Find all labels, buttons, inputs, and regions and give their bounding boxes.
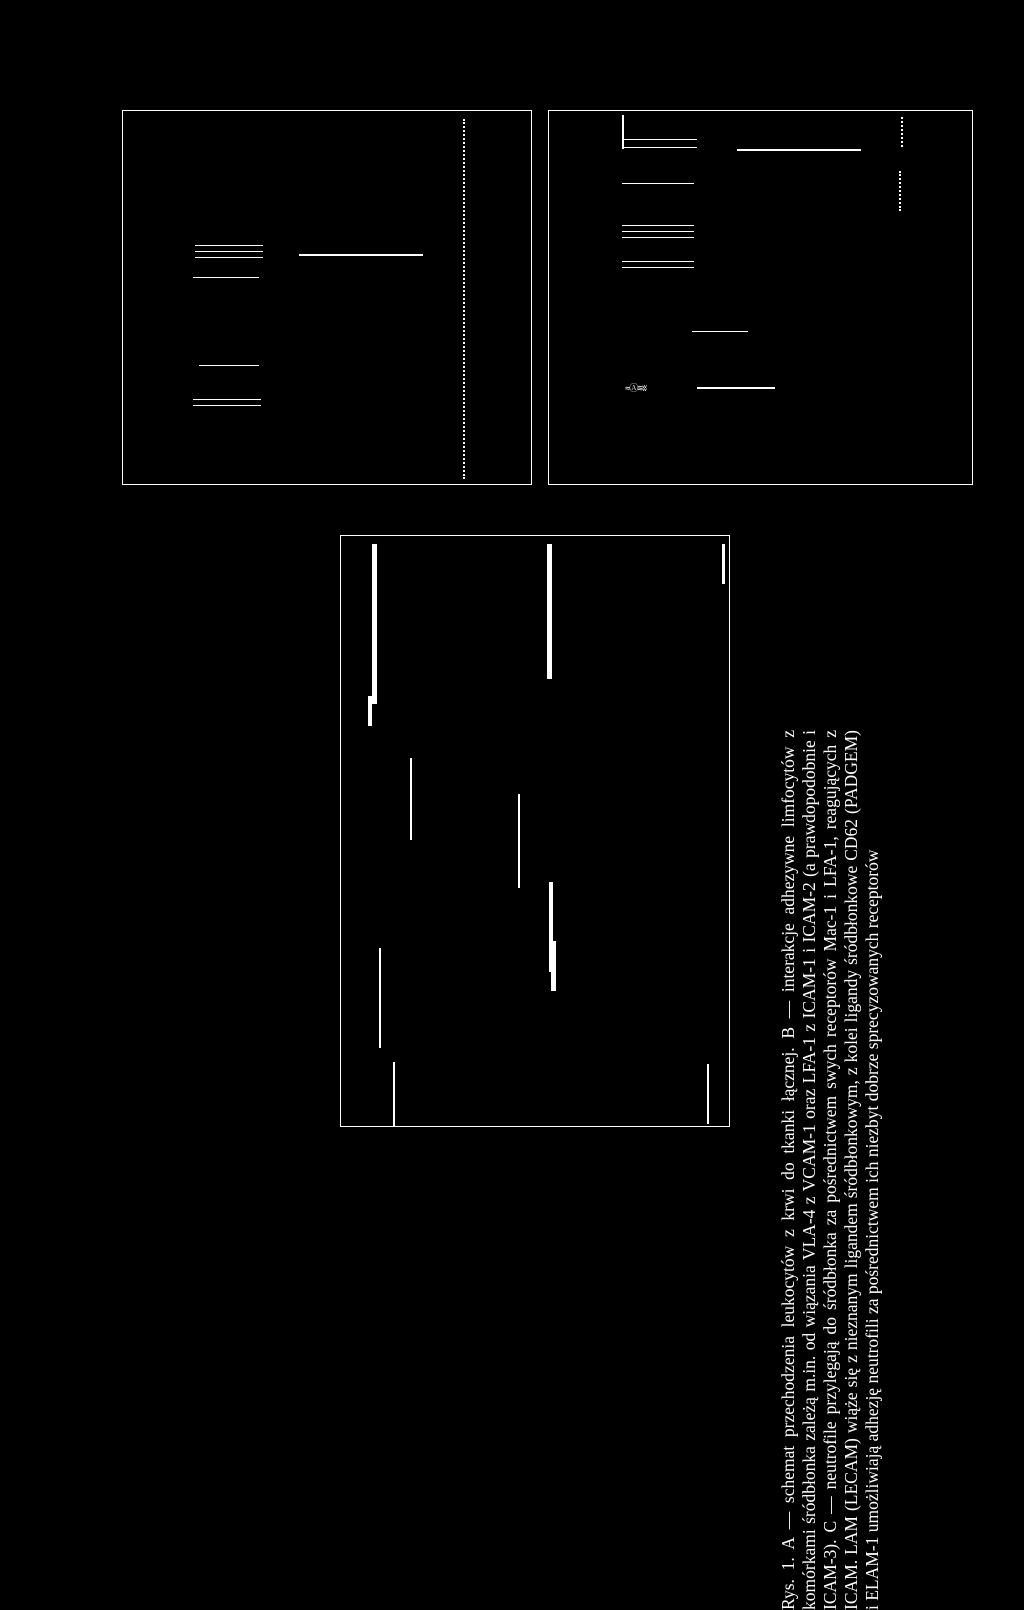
diagram-line bbox=[193, 277, 259, 278]
diagram-line bbox=[518, 794, 520, 888]
diagram-line bbox=[299, 254, 423, 256]
diagram-line bbox=[195, 251, 263, 252]
dotted-boundary-line bbox=[899, 171, 901, 211]
diagram-line bbox=[622, 115, 624, 149]
diagram-line bbox=[551, 941, 556, 991]
diagram-line bbox=[195, 245, 263, 246]
dotted-boundary-line bbox=[901, 117, 903, 147]
diagram-line bbox=[622, 139, 697, 140]
diagram-line bbox=[393, 1062, 395, 1126]
diagram-line bbox=[692, 331, 748, 332]
diagram-line bbox=[737, 149, 861, 151]
figure-panel-b bbox=[548, 110, 973, 485]
diagram-line bbox=[193, 399, 261, 400]
diagram-line bbox=[622, 267, 694, 268]
diagram-line bbox=[697, 387, 775, 389]
diagram-line bbox=[622, 231, 694, 232]
figure-artifact: ≈Ⓐ≋ʬ bbox=[625, 384, 647, 394]
figure-panel-c bbox=[340, 535, 730, 1127]
diagram-line bbox=[622, 225, 694, 226]
diagram-line bbox=[547, 544, 552, 679]
diagram-line bbox=[368, 696, 372, 726]
diagram-line bbox=[622, 183, 694, 184]
diagram-line bbox=[622, 147, 697, 148]
diagram-line bbox=[199, 365, 259, 366]
diagram-line bbox=[622, 261, 694, 262]
diagram-line bbox=[410, 758, 412, 840]
diagram-line bbox=[707, 1064, 709, 1124]
diagram-line bbox=[195, 257, 263, 258]
diagram-line bbox=[722, 544, 725, 584]
figure-panel-a bbox=[122, 110, 532, 485]
diagram-line bbox=[372, 544, 377, 704]
diagram-line bbox=[622, 237, 694, 238]
figure-caption-block bbox=[778, 730, 1018, 1610]
dotted-boundary-line bbox=[463, 119, 465, 479]
diagram-line bbox=[379, 948, 381, 1048]
diagram-line bbox=[193, 405, 261, 406]
figure-caption: Rys. 1. A — schemat przechodzenia leukocytów z krwi do tkanki łącznej. B — interakcje adhezywne limfocytów z komórkami śródbłonka zależą m.in. od wiązania VLA-4 z VCAM-1 oraz LFA-1 z ICAM-1 i ICAM-2 (a prawdopodobnie i ICAM-3). C — neutrofile przylegają do śródbłonka za pośrednictwem swych receptorów Mac-1 i LFA-1, reagujących z ICAM. LAM (LECAM) wiąże się z nieznanym ligandem śródbłonkowym, z kolei ligandy śródbłonkowe CD62 (PADGEM) i ELAM-1 umożliwiają adhezję neutrofili za pośrednictwem ich niezbyt dobrze sprecyzowanych receptorów bbox=[778, 730, 882, 1610]
